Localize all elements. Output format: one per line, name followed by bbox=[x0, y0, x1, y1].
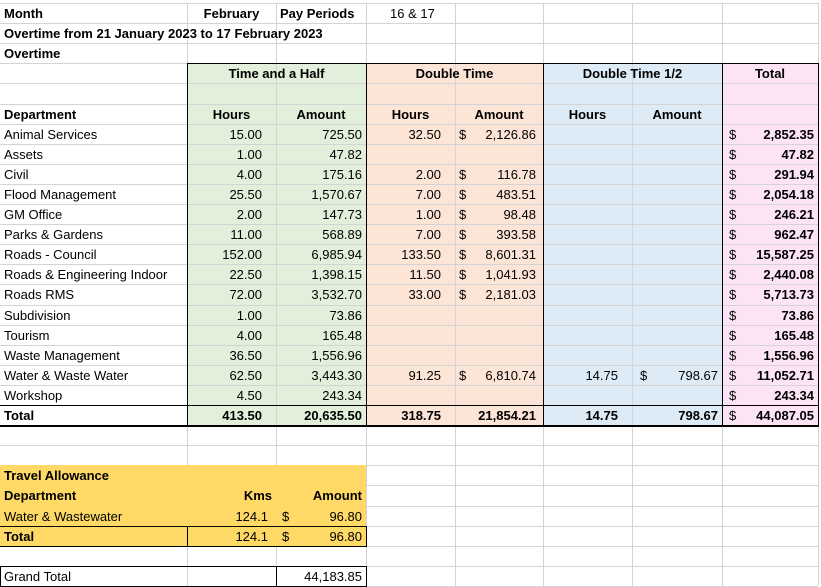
department-name[interactable]: Parks & Gardens bbox=[4, 226, 103, 242]
th-hours[interactable]: 62.50 bbox=[229, 367, 262, 383]
department-header[interactable]: Department bbox=[4, 106, 77, 122]
total-dth-hours[interactable]: 14.75 bbox=[585, 407, 618, 423]
dth-hours[interactable] bbox=[543, 124, 622, 144]
currency-symbol: $ bbox=[459, 266, 467, 282]
total-row-top-border bbox=[0, 405, 819, 406]
dt-amount[interactable] bbox=[455, 345, 540, 365]
amount-header[interactable]: Amount bbox=[652, 106, 702, 122]
dt-hours[interactable] bbox=[366, 305, 445, 325]
dth-amount[interactable]: 798.67 bbox=[678, 367, 718, 383]
travel-amount-header[interactable]: Amount bbox=[312, 488, 362, 503]
th-amount[interactable]: 165.48 bbox=[322, 327, 362, 343]
currency-symbol: $ bbox=[729, 347, 737, 363]
row-total[interactable]: 73.86 bbox=[781, 307, 814, 323]
travel-kms[interactable]: 124.1 bbox=[235, 508, 268, 524]
row-total[interactable]: 165.48 bbox=[774, 327, 814, 343]
dt-amount[interactable]: 2,126.86 bbox=[485, 126, 536, 142]
department-name[interactable]: Civil bbox=[4, 166, 29, 182]
currency-symbol: $ bbox=[729, 246, 737, 262]
dt-amount[interactable] bbox=[455, 144, 540, 164]
travel-total-kms[interactable]: 124.1 bbox=[235, 528, 268, 544]
dth-hours[interactable] bbox=[543, 385, 622, 405]
th-hours[interactable]: 22.50 bbox=[229, 266, 262, 282]
dt-amount[interactable]: 8,601.31 bbox=[485, 246, 536, 262]
currency-symbol: $ bbox=[729, 186, 737, 202]
dth-amount[interactable] bbox=[632, 244, 722, 264]
th-amount[interactable]: 147.73 bbox=[322, 206, 362, 222]
group-border bbox=[722, 63, 723, 425]
th-amount[interactable]: 568.89 bbox=[322, 226, 362, 242]
currency-symbol: $ bbox=[729, 287, 737, 302]
currency-symbol: $ bbox=[640, 367, 648, 383]
total-th-hours[interactable]: 413.50 bbox=[222, 407, 262, 423]
th-amount[interactable]: 47.82 bbox=[329, 146, 362, 162]
dt-hours[interactable]: 91.25 bbox=[408, 367, 441, 383]
table-top-border bbox=[187, 63, 819, 64]
th-amount[interactable]: 73.86 bbox=[329, 307, 362, 323]
department-name[interactable]: Assets bbox=[4, 146, 44, 162]
travel-total-top-border bbox=[0, 526, 367, 527]
currency-symbol: $ bbox=[282, 528, 290, 544]
dth-hours[interactable] bbox=[543, 144, 622, 164]
row-total[interactable]: 11,052.71 bbox=[756, 367, 814, 383]
travel-total-bottom-border bbox=[0, 546, 367, 547]
th-hours[interactable]: 4.50 bbox=[236, 387, 262, 403]
dth-hours[interactable] bbox=[543, 244, 622, 264]
dth-hours[interactable] bbox=[543, 184, 622, 204]
currency-symbol: $ bbox=[729, 307, 737, 323]
travel-department-name[interactable]: Water & Wastewater bbox=[4, 508, 123, 524]
currency-symbol: $ bbox=[729, 327, 737, 343]
dth-amount[interactable] bbox=[632, 284, 722, 305]
th-amount[interactable]: 175.16 bbox=[322, 166, 362, 182]
currency-symbol: $ bbox=[729, 126, 737, 142]
th-amount[interactable]: 1,398.15 bbox=[311, 266, 362, 282]
row-total[interactable]: 2,440.08 bbox=[763, 266, 814, 282]
dt-hours[interactable]: 2.00 bbox=[415, 166, 441, 182]
dt-hours[interactable] bbox=[366, 385, 445, 405]
travel-allowance-title[interactable]: Travel Allowance bbox=[4, 467, 110, 483]
row-total[interactable]: 5,713.73 bbox=[763, 287, 814, 302]
currency-symbol: $ bbox=[729, 387, 737, 403]
row-total[interactable]: 243.34 bbox=[774, 387, 814, 403]
group-border bbox=[543, 63, 544, 425]
currency-symbol: $ bbox=[729, 367, 737, 383]
pay-periods-value[interactable]: 16 & 17 bbox=[390, 5, 435, 21]
dt-hours[interactable]: 33.00 bbox=[408, 287, 441, 302]
grand-total-border bbox=[366, 566, 367, 586]
time-and-half-header[interactable]: Time and a Half bbox=[228, 65, 325, 81]
currency-symbol: $ bbox=[459, 246, 467, 262]
dt-amount[interactable]: 6,810.74 bbox=[485, 367, 536, 383]
month-label[interactable]: Month bbox=[4, 5, 43, 21]
department-name[interactable]: Subdivision bbox=[4, 307, 71, 323]
dt-amount[interactable] bbox=[455, 325, 540, 345]
overtime-label[interactable]: Overtime bbox=[4, 45, 61, 61]
dth-amount[interactable] bbox=[632, 204, 722, 224]
currency-symbol: $ bbox=[729, 166, 737, 182]
dt-hours[interactable] bbox=[366, 345, 445, 365]
th-hours[interactable]: 1.00 bbox=[236, 307, 262, 323]
pay-periods-label[interactable]: Pay Periods bbox=[280, 5, 355, 21]
row-total[interactable]: 246.21 bbox=[774, 206, 814, 222]
dt-amount[interactable]: 98.48 bbox=[503, 206, 536, 222]
dth-hours[interactable] bbox=[543, 284, 622, 305]
travel-total-amount[interactable]: 96.80 bbox=[329, 528, 362, 544]
department-name[interactable]: Roads - Council bbox=[4, 246, 97, 262]
total-dth-amount[interactable]: 798.67 bbox=[678, 407, 718, 423]
currency-symbol: $ bbox=[459, 226, 467, 242]
grand-total-border bbox=[0, 566, 1, 586]
travel-total-border bbox=[366, 526, 367, 546]
th-hours[interactable]: 1.00 bbox=[236, 146, 262, 162]
gridline bbox=[0, 83, 818, 84]
dth-amount[interactable] bbox=[632, 184, 722, 204]
dth-hours[interactable] bbox=[543, 305, 622, 325]
dth-hours[interactable] bbox=[543, 345, 622, 365]
th-hours[interactable]: 15.00 bbox=[229, 126, 262, 142]
currency-symbol: $ bbox=[459, 126, 467, 142]
department-name[interactable]: Roads RMS bbox=[4, 287, 75, 302]
dt-amount[interactable] bbox=[455, 385, 540, 405]
dt-hours[interactable]: 32.50 bbox=[408, 126, 441, 142]
th-amount[interactable]: 1,570.67 bbox=[311, 186, 362, 202]
travel-amount[interactable]: 96.80 bbox=[329, 508, 362, 524]
dth-amount[interactable] bbox=[632, 144, 722, 164]
department-name[interactable]: Flood Management bbox=[4, 186, 117, 202]
currency-symbol: $ bbox=[729, 226, 737, 242]
dt-amount[interactable]: 1,041.93 bbox=[485, 266, 536, 282]
currency-symbol: $ bbox=[282, 508, 290, 524]
dt-hours[interactable] bbox=[366, 325, 445, 345]
overtime-range[interactable]: Overtime from 21 January 2023 to 17 February 2023 bbox=[4, 25, 323, 41]
dt-hours[interactable]: 7.00 bbox=[415, 226, 441, 242]
th-amount[interactable]: 243.34 bbox=[322, 387, 362, 403]
dt-hours[interactable]: 133.50 bbox=[401, 246, 441, 262]
department-name[interactable]: Waste Management bbox=[4, 347, 120, 363]
total-dt-amount[interactable]: 21,854.21 bbox=[478, 407, 536, 423]
th-amount[interactable]: 3,532.70 bbox=[311, 287, 362, 302]
dth-hours[interactable] bbox=[543, 224, 622, 244]
travel-total-label[interactable]: Total bbox=[4, 528, 35, 544]
grand-overtime-total[interactable]: 44,087.05 bbox=[756, 407, 814, 423]
total-header[interactable]: Total bbox=[754, 65, 786, 81]
dth-amount[interactable] bbox=[632, 224, 722, 244]
hours-header[interactable]: Hours bbox=[212, 106, 251, 122]
th-hours[interactable]: 152.00 bbox=[222, 246, 262, 262]
currency-symbol: $ bbox=[729, 266, 737, 282]
dth-hours[interactable] bbox=[543, 204, 622, 224]
grand-total-value[interactable]: 44,183.85 bbox=[304, 568, 362, 584]
group-border bbox=[818, 63, 819, 425]
dth-hours[interactable] bbox=[543, 164, 622, 184]
dth-hours[interactable] bbox=[543, 264, 622, 284]
th-hours[interactable]: 2.00 bbox=[236, 206, 262, 222]
dt-amount[interactable]: 116.78 bbox=[497, 166, 536, 182]
dth-amount[interactable] bbox=[632, 385, 722, 405]
month-value[interactable]: February bbox=[203, 5, 260, 21]
double-time-header[interactable]: Double Time bbox=[415, 65, 494, 81]
row-total[interactable]: 15,587.25 bbox=[756, 246, 814, 262]
travel-department-header[interactable]: Department bbox=[4, 488, 77, 503]
amount-header[interactable]: Amount bbox=[296, 106, 346, 122]
dth-hours[interactable]: 14.75 bbox=[585, 367, 618, 383]
department-name[interactable]: Workshop bbox=[4, 387, 63, 403]
total-label[interactable]: Total bbox=[4, 407, 35, 423]
row-total[interactable]: 2,054.18 bbox=[763, 186, 814, 202]
dt-amount[interactable]: 483.51 bbox=[496, 186, 536, 202]
dt-hours[interactable]: 11.50 bbox=[409, 266, 441, 282]
th-hours[interactable]: 72.00 bbox=[229, 287, 262, 302]
department-name[interactable]: Water & Waste Water bbox=[4, 367, 129, 383]
dth-amount[interactable] bbox=[632, 345, 722, 365]
currency-symbol: $ bbox=[729, 407, 737, 423]
group-border bbox=[187, 63, 188, 425]
dth-amount[interactable] bbox=[632, 305, 722, 325]
th-amount[interactable]: 1,556.96 bbox=[311, 347, 362, 363]
dt-amount[interactable]: 393.58 bbox=[496, 226, 536, 242]
th-hours[interactable]: 25.50 bbox=[229, 186, 262, 202]
total-dt-hours[interactable]: 318.75 bbox=[401, 407, 441, 423]
currency-symbol: $ bbox=[459, 367, 467, 383]
travel-total-border bbox=[187, 526, 188, 546]
department-name[interactable]: Roads & Engineering Indoor bbox=[4, 266, 168, 282]
th-amount[interactable]: 3,443.30 bbox=[311, 367, 362, 383]
amount-header[interactable]: Amount bbox=[474, 106, 524, 122]
currency-symbol: $ bbox=[729, 146, 737, 162]
kms-header[interactable]: Kms bbox=[243, 488, 272, 503]
currency-symbol: $ bbox=[729, 206, 737, 222]
th-amount[interactable]: 6,985.94 bbox=[311, 246, 362, 262]
grand-total-label[interactable]: Grand Total bbox=[4, 568, 71, 584]
total-th-amount[interactable]: 20,635.50 bbox=[304, 407, 362, 423]
dth-amount[interactable] bbox=[632, 264, 722, 284]
row-total[interactable]: 2,852.35 bbox=[763, 126, 814, 142]
currency-symbol: $ bbox=[459, 166, 467, 182]
currency-symbol: $ bbox=[459, 206, 467, 222]
grand-total-border bbox=[0, 566, 367, 567]
dth-amount[interactable] bbox=[632, 164, 722, 184]
double-time-half-header[interactable]: Double Time 1/2 bbox=[582, 65, 683, 81]
row-total[interactable]: 1,556.96 bbox=[763, 347, 814, 363]
th-hours[interactable]: 4.00 bbox=[236, 327, 262, 343]
dt-hours[interactable]: 7.00 bbox=[415, 186, 441, 202]
hours-header[interactable]: Hours bbox=[391, 106, 430, 122]
th-hours[interactable]: 36.50 bbox=[229, 347, 262, 363]
row-total[interactable]: 291.94 bbox=[774, 166, 814, 182]
dt-hours[interactable]: 1.00 bbox=[415, 206, 441, 222]
department-name[interactable]: Tourism bbox=[4, 327, 50, 343]
dth-amount[interactable] bbox=[632, 124, 722, 144]
row-total[interactable]: 47.82 bbox=[781, 146, 814, 162]
grand-total-border bbox=[276, 566, 277, 586]
dt-amount[interactable]: 2,181.03 bbox=[485, 287, 536, 302]
hours-header[interactable]: Hours bbox=[568, 106, 607, 122]
dth-hours[interactable] bbox=[543, 325, 622, 345]
total-row-bottom-border bbox=[0, 425, 819, 427]
dth-amount[interactable] bbox=[632, 325, 722, 345]
th-hours[interactable]: 4.00 bbox=[236, 166, 262, 182]
th-hours[interactable]: 11.00 bbox=[230, 226, 262, 242]
department-name[interactable]: GM Office bbox=[4, 206, 63, 222]
dt-amount[interactable] bbox=[455, 305, 540, 325]
currency-symbol: $ bbox=[459, 287, 467, 302]
currency-symbol: $ bbox=[459, 186, 467, 202]
th-amount[interactable]: 725.50 bbox=[322, 126, 362, 142]
row-total[interactable]: 962.47 bbox=[774, 226, 814, 242]
group-border bbox=[366, 63, 367, 425]
dt-hours[interactable] bbox=[366, 144, 445, 164]
department-name[interactable]: Animal Services bbox=[4, 126, 98, 142]
gridline bbox=[0, 445, 818, 446]
